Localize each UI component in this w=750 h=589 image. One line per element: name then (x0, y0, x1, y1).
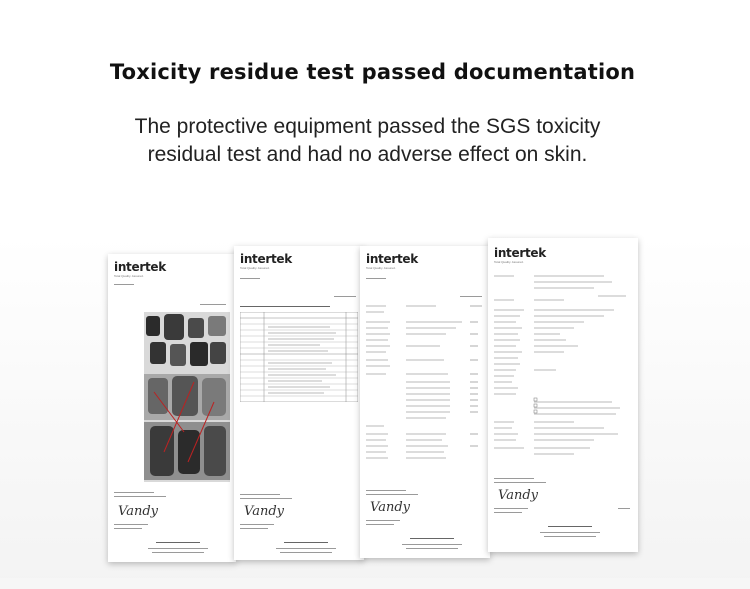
bottom-band (0, 578, 750, 589)
intertek-logo: intertek (494, 246, 546, 260)
test-report-page-4: intertek Total Quality. Assured. Vandy (488, 238, 638, 552)
subtitle-line-1: The protective equipment passed the SGS toxicity (134, 115, 601, 138)
page-title: Toxicity residue test passed documentation (109, 60, 636, 84)
test-report-page-1: intertek Total Quality. Assured. Vandy (108, 254, 236, 562)
subtitle-line-2: residual test and had no adverse effect on skin. (147, 143, 588, 166)
intertek-logo: intertek (366, 252, 418, 266)
page-subtitle (0, 113, 735, 169)
test-report-page-2: intertek Total Quality. Assured. Vandy (234, 246, 364, 560)
product-photo (144, 312, 230, 482)
intertek-logo: intertek (114, 260, 166, 274)
intertek-logo: intertek (240, 252, 292, 266)
test-report-page-3: intertek Total Quality. Assured. Vandy (360, 246, 490, 558)
